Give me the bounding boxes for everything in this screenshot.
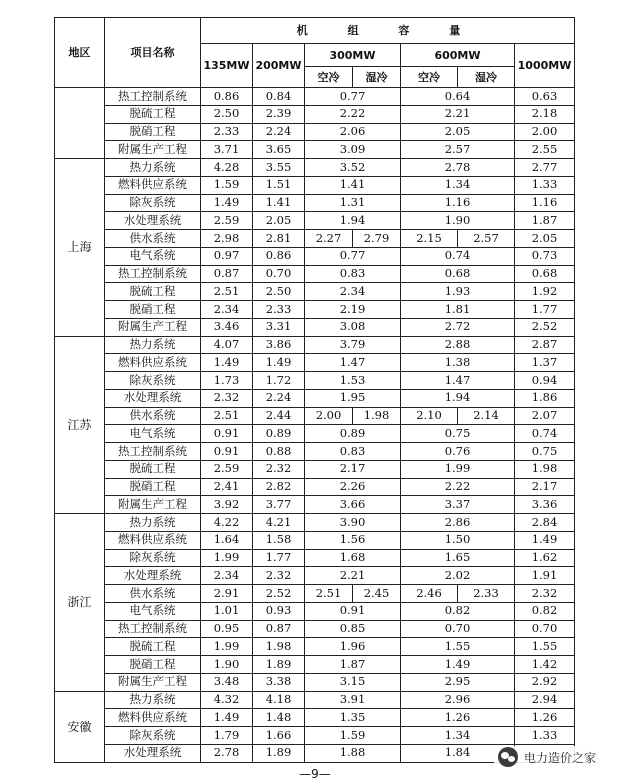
table-row bbox=[55, 283, 575, 301]
value-1000mw-cell: 1.49 bbox=[515, 531, 575, 549]
item-name-cell: 除灰系统 bbox=[105, 549, 201, 567]
value-200mw-cell: 2.81 bbox=[253, 230, 305, 248]
value-300mw-air-cell: 2.51 bbox=[305, 585, 353, 603]
value-200mw-cell: 0.70 bbox=[253, 265, 305, 283]
value-135mw-cell: 1.79 bbox=[201, 727, 253, 745]
value-600mw-cell: 2.86 bbox=[401, 514, 515, 532]
value-600mw-cell: 3.37 bbox=[401, 496, 515, 514]
value-600mw-cell: 1.16 bbox=[401, 194, 515, 212]
value-200mw-cell: 0.86 bbox=[253, 247, 305, 265]
value-1000mw-cell: 1.77 bbox=[515, 301, 575, 319]
value-1000mw-cell: 2.55 bbox=[515, 141, 575, 159]
value-135mw-cell: 4.22 bbox=[201, 514, 253, 532]
value-200mw-cell: 3.31 bbox=[253, 318, 305, 336]
value-135mw-cell: 3.71 bbox=[201, 141, 253, 159]
watermark-text: 电力造价之家 bbox=[524, 750, 597, 765]
value-300mw-cell: 2.19 bbox=[305, 301, 401, 319]
region-cell: 安徽 bbox=[55, 691, 105, 762]
value-300mw-air-cell: 2.27 bbox=[305, 230, 353, 248]
value-1000mw-cell: 2.87 bbox=[515, 336, 575, 354]
value-600mw-cell: 0.82 bbox=[401, 602, 515, 620]
value-1000mw-cell: 0.74 bbox=[515, 425, 575, 443]
item-name-cell: 脱硫工程 bbox=[105, 460, 201, 478]
value-600mw-cell: 1.34 bbox=[401, 727, 515, 745]
value-600mw-cell: 2.22 bbox=[401, 478, 515, 496]
value-600mw-cell: 1.50 bbox=[401, 531, 515, 549]
value-200mw-cell: 3.77 bbox=[253, 496, 305, 514]
value-1000mw-cell: 0.68 bbox=[515, 265, 575, 283]
value-1000mw-cell: 2.52 bbox=[515, 318, 575, 336]
value-1000mw-cell: 2.17 bbox=[515, 478, 575, 496]
value-300mw-cell: 1.87 bbox=[305, 656, 401, 674]
table-row bbox=[55, 194, 575, 212]
value-200mw-cell: 2.44 bbox=[253, 407, 305, 425]
value-135mw-cell: 4.32 bbox=[201, 691, 253, 709]
region-cell bbox=[55, 88, 105, 159]
value-600mw-wet-cell: 2.14 bbox=[458, 407, 515, 425]
value-1000mw-cell: 1.33 bbox=[515, 727, 575, 745]
value-300mw-cell: 2.06 bbox=[305, 123, 401, 141]
item-name-cell: 热工控制系统 bbox=[105, 443, 201, 461]
value-600mw-cell: 0.76 bbox=[401, 443, 515, 461]
item-name-cell: 电气系统 bbox=[105, 425, 201, 443]
value-300mw-cell: 1.68 bbox=[305, 549, 401, 567]
item-name-cell: 燃料供应系统 bbox=[105, 709, 201, 727]
value-300mw-cell: 1.88 bbox=[305, 744, 401, 762]
value-135mw-cell: 2.51 bbox=[201, 283, 253, 301]
air-cooling-300-header: 空冷 bbox=[305, 67, 353, 88]
value-135mw-cell: 0.91 bbox=[201, 443, 253, 461]
value-1000mw-cell: 1.91 bbox=[515, 567, 575, 585]
value-300mw-cell: 3.79 bbox=[305, 336, 401, 354]
value-600mw-wet-cell: 2.57 bbox=[458, 230, 515, 248]
table-row bbox=[55, 585, 575, 603]
value-200mw-cell: 4.21 bbox=[253, 514, 305, 532]
item-name-cell: 水处理系统 bbox=[105, 567, 201, 585]
value-200mw-cell: 1.72 bbox=[253, 372, 305, 390]
value-135mw-cell: 2.41 bbox=[201, 478, 253, 496]
value-300mw-wet-cell: 2.45 bbox=[353, 585, 401, 603]
table-row bbox=[55, 159, 575, 177]
value-1000mw-cell: 2.94 bbox=[515, 691, 575, 709]
value-300mw-wet-cell: 2.79 bbox=[353, 230, 401, 248]
value-200mw-cell: 2.05 bbox=[253, 212, 305, 230]
item-name-cell: 燃料供应系统 bbox=[105, 176, 201, 194]
item-name-cell: 脱硝工程 bbox=[105, 301, 201, 319]
wet-cooling-300-header: 湿冷 bbox=[353, 67, 401, 88]
table-row bbox=[55, 443, 575, 461]
value-135mw-cell: 2.91 bbox=[201, 585, 253, 603]
value-1000mw-cell: 1.16 bbox=[515, 194, 575, 212]
value-600mw-cell: 2.21 bbox=[401, 105, 515, 123]
value-200mw-cell: 1.77 bbox=[253, 549, 305, 567]
unit-300mw-header: 300MW bbox=[305, 44, 401, 67]
value-135mw-cell: 0.97 bbox=[201, 247, 253, 265]
item-name-cell: 热力系统 bbox=[105, 514, 201, 532]
value-1000mw-cell: 2.32 bbox=[515, 585, 575, 603]
unit-200mw-header: 200MW bbox=[253, 44, 305, 88]
value-200mw-cell: 0.89 bbox=[253, 425, 305, 443]
item-name-cell: 脱硫工程 bbox=[105, 105, 201, 123]
value-600mw-cell: 2.95 bbox=[401, 673, 515, 691]
value-135mw-cell: 1.49 bbox=[201, 709, 253, 727]
item-name-cell: 脱硝工程 bbox=[105, 123, 201, 141]
value-1000mw-cell: 0.94 bbox=[515, 372, 575, 390]
value-135mw-cell: 0.86 bbox=[201, 88, 253, 106]
value-200mw-cell: 1.89 bbox=[253, 656, 305, 674]
value-600mw-cell: 1.81 bbox=[401, 301, 515, 319]
value-600mw-cell: 1.47 bbox=[401, 372, 515, 390]
table-row bbox=[55, 567, 575, 585]
value-135mw-cell: 2.34 bbox=[201, 301, 253, 319]
value-1000mw-cell: 0.63 bbox=[515, 88, 575, 106]
value-135mw-cell: 2.98 bbox=[201, 230, 253, 248]
table-row bbox=[55, 354, 575, 372]
value-1000mw-cell: 2.00 bbox=[515, 123, 575, 141]
table-row bbox=[55, 514, 575, 532]
value-135mw-cell: 3.48 bbox=[201, 673, 253, 691]
value-300mw-cell: 0.83 bbox=[305, 443, 401, 461]
value-1000mw-cell: 1.92 bbox=[515, 283, 575, 301]
value-600mw-cell: 1.94 bbox=[401, 389, 515, 407]
value-600mw-cell: 2.78 bbox=[401, 159, 515, 177]
item-name-cell: 除灰系统 bbox=[105, 194, 201, 212]
value-600mw-cell: 1.90 bbox=[401, 212, 515, 230]
value-200mw-cell: 0.84 bbox=[253, 88, 305, 106]
value-200mw-cell: 1.49 bbox=[253, 354, 305, 372]
value-300mw-cell: 3.90 bbox=[305, 514, 401, 532]
value-200mw-cell: 2.50 bbox=[253, 283, 305, 301]
value-200mw-cell: 2.52 bbox=[253, 585, 305, 603]
table-row bbox=[55, 88, 575, 106]
item-name-cell: 供水系统 bbox=[105, 230, 201, 248]
value-300mw-cell: 0.83 bbox=[305, 265, 401, 283]
table-row bbox=[55, 105, 575, 123]
value-300mw-cell: 2.22 bbox=[305, 105, 401, 123]
value-135mw-cell: 1.01 bbox=[201, 602, 253, 620]
value-300mw-cell: 3.08 bbox=[305, 318, 401, 336]
value-135mw-cell: 2.51 bbox=[201, 407, 253, 425]
value-200mw-cell: 1.58 bbox=[253, 531, 305, 549]
item-name-cell: 附属生产工程 bbox=[105, 496, 201, 514]
value-300mw-cell: 3.66 bbox=[305, 496, 401, 514]
value-135mw-cell: 2.34 bbox=[201, 567, 253, 585]
table-row bbox=[55, 673, 575, 691]
item-header: 项目名称 bbox=[105, 18, 201, 88]
value-200mw-cell: 1.89 bbox=[253, 744, 305, 762]
value-1000mw-cell: 2.18 bbox=[515, 105, 575, 123]
item-name-cell: 除灰系统 bbox=[105, 727, 201, 745]
value-135mw-cell: 1.99 bbox=[201, 638, 253, 656]
item-name-cell: 热力系统 bbox=[105, 159, 201, 177]
value-200mw-cell: 1.98 bbox=[253, 638, 305, 656]
value-600mw-cell: 0.70 bbox=[401, 620, 515, 638]
value-200mw-cell: 2.39 bbox=[253, 105, 305, 123]
value-1000mw-cell: 1.37 bbox=[515, 354, 575, 372]
table-row bbox=[55, 372, 575, 390]
value-135mw-cell: 1.99 bbox=[201, 549, 253, 567]
value-135mw-cell: 4.07 bbox=[201, 336, 253, 354]
value-135mw-cell: 2.33 bbox=[201, 123, 253, 141]
table-row bbox=[55, 212, 575, 230]
value-1000mw-cell: 2.84 bbox=[515, 514, 575, 532]
value-200mw-cell: 2.24 bbox=[253, 389, 305, 407]
value-1000mw-cell: 1.55 bbox=[515, 638, 575, 656]
value-300mw-cell: 0.91 bbox=[305, 602, 401, 620]
region-header: 地区 bbox=[55, 18, 105, 88]
value-135mw-cell: 1.90 bbox=[201, 656, 253, 674]
cost-table bbox=[54, 17, 575, 763]
value-600mw-cell: 1.49 bbox=[401, 656, 515, 674]
table-row bbox=[55, 265, 575, 283]
value-300mw-cell: 0.77 bbox=[305, 247, 401, 265]
table-row bbox=[55, 656, 575, 674]
value-300mw-cell: 3.15 bbox=[305, 673, 401, 691]
value-300mw-cell: 3.09 bbox=[305, 141, 401, 159]
value-200mw-cell: 2.33 bbox=[253, 301, 305, 319]
item-name-cell: 脱硝工程 bbox=[105, 656, 201, 674]
value-200mw-cell: 3.65 bbox=[253, 141, 305, 159]
value-600mw-cell: 1.65 bbox=[401, 549, 515, 567]
value-600mw-cell: 0.74 bbox=[401, 247, 515, 265]
item-name-cell: 除灰系统 bbox=[105, 372, 201, 390]
item-name-cell: 电气系统 bbox=[105, 247, 201, 265]
value-600mw-air-cell: 2.10 bbox=[401, 407, 458, 425]
unit-135mw-header: 135MW bbox=[201, 44, 253, 88]
value-600mw-air-cell: 2.46 bbox=[401, 585, 458, 603]
table-row bbox=[55, 176, 575, 194]
table-row bbox=[55, 602, 575, 620]
item-name-cell: 水处理系统 bbox=[105, 212, 201, 230]
value-1000mw-cell: 0.73 bbox=[515, 247, 575, 265]
value-300mw-cell: 1.53 bbox=[305, 372, 401, 390]
value-600mw-cell: 0.64 bbox=[401, 88, 515, 106]
value-200mw-cell: 2.24 bbox=[253, 123, 305, 141]
item-name-cell: 水处理系统 bbox=[105, 744, 201, 762]
value-600mw-cell: 1.26 bbox=[401, 709, 515, 727]
value-300mw-cell: 1.31 bbox=[305, 194, 401, 212]
item-name-cell: 脱硫工程 bbox=[105, 283, 201, 301]
value-600mw-cell: 2.57 bbox=[401, 141, 515, 159]
value-1000mw-cell: 2.77 bbox=[515, 159, 575, 177]
value-200mw-cell: 0.87 bbox=[253, 620, 305, 638]
value-135mw-cell: 4.28 bbox=[201, 159, 253, 177]
item-name-cell: 热工控制系统 bbox=[105, 265, 201, 283]
value-600mw-wet-cell: 2.33 bbox=[458, 585, 515, 603]
value-300mw-cell: 1.47 bbox=[305, 354, 401, 372]
table-row bbox=[55, 141, 575, 159]
table-row bbox=[55, 318, 575, 336]
table-row bbox=[55, 549, 575, 567]
value-1000mw-cell: 1.87 bbox=[515, 212, 575, 230]
value-200mw-cell: 0.93 bbox=[253, 602, 305, 620]
value-300mw-cell: 2.17 bbox=[305, 460, 401, 478]
value-300mw-cell: 2.21 bbox=[305, 567, 401, 585]
table-row bbox=[55, 425, 575, 443]
region-cell: 江苏 bbox=[55, 336, 105, 514]
value-600mw-cell: 2.02 bbox=[401, 567, 515, 585]
value-300mw-cell: 1.41 bbox=[305, 176, 401, 194]
value-300mw-cell: 1.94 bbox=[305, 212, 401, 230]
item-name-cell: 附属生产工程 bbox=[105, 141, 201, 159]
value-300mw-cell: 0.89 bbox=[305, 425, 401, 443]
region-cell: 上海 bbox=[55, 159, 105, 337]
table-row bbox=[55, 620, 575, 638]
item-name-cell: 燃料供应系统 bbox=[105, 354, 201, 372]
value-600mw-air-cell: 2.15 bbox=[401, 230, 458, 248]
value-200mw-cell: 1.51 bbox=[253, 176, 305, 194]
value-600mw-cell: 2.96 bbox=[401, 691, 515, 709]
item-name-cell: 供水系统 bbox=[105, 407, 201, 425]
value-200mw-cell: 4.18 bbox=[253, 691, 305, 709]
region-cell: 浙江 bbox=[55, 514, 105, 692]
value-135mw-cell: 0.91 bbox=[201, 425, 253, 443]
value-135mw-cell: 2.59 bbox=[201, 212, 253, 230]
value-600mw-cell: 1.93 bbox=[401, 283, 515, 301]
value-135mw-cell: 1.73 bbox=[201, 372, 253, 390]
value-300mw-cell: 0.85 bbox=[305, 620, 401, 638]
item-name-cell: 水处理系统 bbox=[105, 389, 201, 407]
value-135mw-cell: 2.59 bbox=[201, 460, 253, 478]
value-1000mw-cell: 1.98 bbox=[515, 460, 575, 478]
value-135mw-cell: 2.78 bbox=[201, 744, 253, 762]
value-300mw-cell: 0.77 bbox=[305, 88, 401, 106]
value-200mw-cell: 3.86 bbox=[253, 336, 305, 354]
value-1000mw-cell: 1.33 bbox=[515, 176, 575, 194]
table-row bbox=[55, 407, 575, 425]
value-135mw-cell: 0.87 bbox=[201, 265, 253, 283]
value-200mw-cell: 1.66 bbox=[253, 727, 305, 745]
value-300mw-air-cell: 2.00 bbox=[305, 407, 353, 425]
table-row bbox=[55, 460, 575, 478]
value-135mw-cell: 2.50 bbox=[201, 105, 253, 123]
table-row bbox=[55, 247, 575, 265]
capacity-header: 机 组 容 量 bbox=[201, 18, 575, 44]
value-1000mw-cell: 0.70 bbox=[515, 620, 575, 638]
value-600mw-cell: 1.38 bbox=[401, 354, 515, 372]
wet-cooling-600-header: 湿冷 bbox=[458, 67, 515, 88]
item-name-cell: 脱硫工程 bbox=[105, 638, 201, 656]
value-135mw-cell: 1.59 bbox=[201, 176, 253, 194]
value-1000mw-cell: 1.62 bbox=[515, 549, 575, 567]
item-name-cell: 供水系统 bbox=[105, 585, 201, 603]
value-1000mw-cell: 0.75 bbox=[515, 443, 575, 461]
value-135mw-cell: 2.32 bbox=[201, 389, 253, 407]
watermark bbox=[494, 746, 600, 768]
value-600mw-cell: 1.84 bbox=[401, 744, 515, 762]
value-300mw-cell: 3.91 bbox=[305, 691, 401, 709]
value-600mw-cell: 2.05 bbox=[401, 123, 515, 141]
value-1000mw-cell: 0.82 bbox=[515, 602, 575, 620]
value-1000mw-cell: 1.86 bbox=[515, 389, 575, 407]
value-600mw-cell: 1.99 bbox=[401, 460, 515, 478]
value-135mw-cell: 3.46 bbox=[201, 318, 253, 336]
unit-600mw-header: 600MW bbox=[401, 44, 515, 67]
value-200mw-cell: 2.82 bbox=[253, 478, 305, 496]
value-1000mw-cell: 1.26 bbox=[515, 709, 575, 727]
item-name-cell: 热力系统 bbox=[105, 336, 201, 354]
value-1000mw-cell: 2.92 bbox=[515, 673, 575, 691]
table-row bbox=[55, 389, 575, 407]
table-row bbox=[55, 301, 575, 319]
value-1000mw-cell: 2.07 bbox=[515, 407, 575, 425]
wechat-icon bbox=[498, 747, 518, 767]
table-row bbox=[55, 123, 575, 141]
item-name-cell: 电气系统 bbox=[105, 602, 201, 620]
item-name-cell: 燃料供应系统 bbox=[105, 531, 201, 549]
value-200mw-cell: 2.32 bbox=[253, 567, 305, 585]
value-1000mw-cell: 3.36 bbox=[515, 496, 575, 514]
value-600mw-cell: 1.34 bbox=[401, 176, 515, 194]
air-cooling-600-header: 空冷 bbox=[401, 67, 458, 88]
table-row bbox=[55, 691, 575, 709]
value-1000mw-cell: 1.42 bbox=[515, 656, 575, 674]
page-number: —9— bbox=[299, 767, 331, 781]
table-row bbox=[55, 531, 575, 549]
value-600mw-cell: 2.72 bbox=[401, 318, 515, 336]
table-row bbox=[55, 709, 575, 727]
table-row bbox=[55, 727, 575, 745]
value-300mw-cell: 3.52 bbox=[305, 159, 401, 177]
value-300mw-wet-cell: 1.98 bbox=[353, 407, 401, 425]
value-135mw-cell: 1.49 bbox=[201, 354, 253, 372]
value-600mw-cell: 0.75 bbox=[401, 425, 515, 443]
table-row bbox=[55, 496, 575, 514]
value-200mw-cell: 1.41 bbox=[253, 194, 305, 212]
table-row bbox=[55, 230, 575, 248]
value-600mw-cell: 0.68 bbox=[401, 265, 515, 283]
value-300mw-cell: 1.59 bbox=[305, 727, 401, 745]
item-name-cell: 热工控制系统 bbox=[105, 88, 201, 106]
value-1000mw-cell: 2.05 bbox=[515, 230, 575, 248]
value-300mw-cell: 1.56 bbox=[305, 531, 401, 549]
value-200mw-cell: 3.38 bbox=[253, 673, 305, 691]
value-135mw-cell: 1.64 bbox=[201, 531, 253, 549]
unit-1000mw-header: 1000MW bbox=[515, 44, 575, 88]
value-135mw-cell: 0.95 bbox=[201, 620, 253, 638]
value-300mw-cell: 2.26 bbox=[305, 478, 401, 496]
value-600mw-cell: 1.55 bbox=[401, 638, 515, 656]
value-600mw-cell: 2.88 bbox=[401, 336, 515, 354]
value-300mw-cell: 1.95 bbox=[305, 389, 401, 407]
value-135mw-cell: 1.49 bbox=[201, 194, 253, 212]
value-300mw-cell: 2.34 bbox=[305, 283, 401, 301]
table-row bbox=[55, 336, 575, 354]
value-135mw-cell: 3.92 bbox=[201, 496, 253, 514]
table-row bbox=[55, 478, 575, 496]
item-name-cell: 热工控制系统 bbox=[105, 620, 201, 638]
item-name-cell: 热力系统 bbox=[105, 691, 201, 709]
value-300mw-cell: 1.35 bbox=[305, 709, 401, 727]
table-row bbox=[55, 638, 575, 656]
value-200mw-cell: 2.32 bbox=[253, 460, 305, 478]
value-200mw-cell: 0.88 bbox=[253, 443, 305, 461]
item-name-cell: 附属生产工程 bbox=[105, 673, 201, 691]
value-300mw-cell: 1.96 bbox=[305, 638, 401, 656]
value-200mw-cell: 1.48 bbox=[253, 709, 305, 727]
item-name-cell: 附属生产工程 bbox=[105, 318, 201, 336]
value-200mw-cell: 3.55 bbox=[253, 159, 305, 177]
item-name-cell: 脱硝工程 bbox=[105, 478, 201, 496]
